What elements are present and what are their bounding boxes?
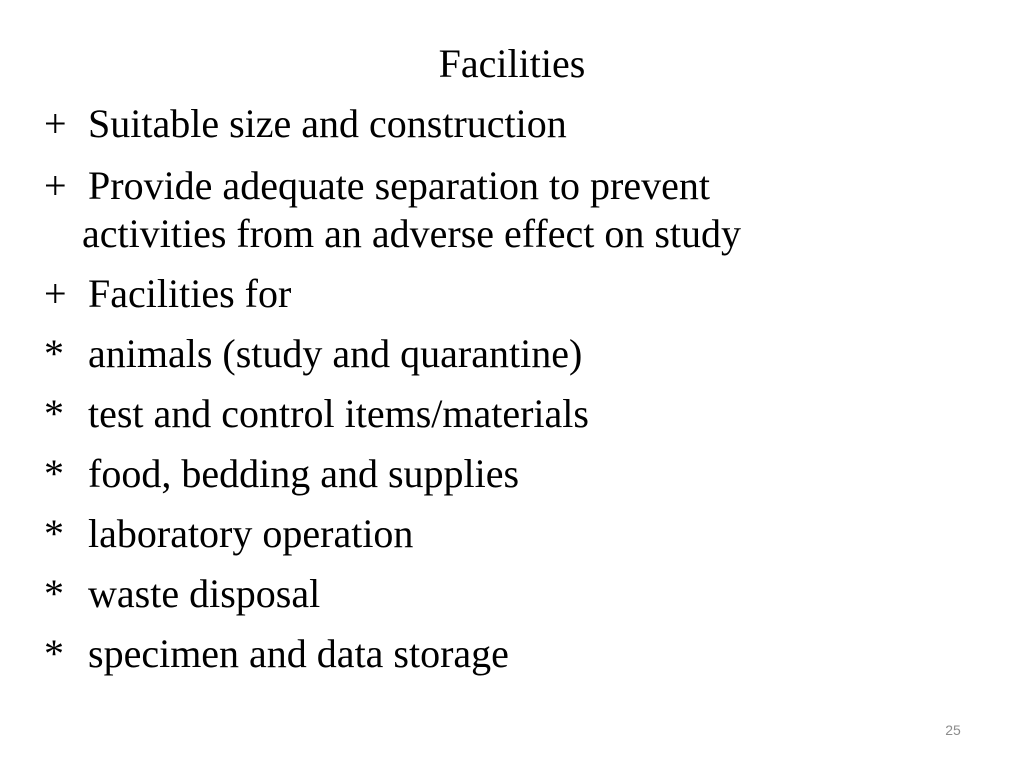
asterisk-bullet-marker: * (44, 571, 64, 616)
page-number: 25 (945, 722, 961, 738)
asterisk-bullet-marker: * (44, 391, 64, 436)
asterisk-bullet-marker: * (44, 451, 64, 496)
bullet-text: Facilities for (88, 271, 292, 316)
sub-bullet-item (44, 450, 519, 498)
sub-bullet-item (44, 330, 582, 378)
sub-bullet-item (44, 630, 509, 678)
asterisk-bullet-marker: * (44, 331, 64, 376)
sub-bullet-item (44, 510, 413, 558)
sub-bullet-text: animals (study and quarantine) (88, 331, 583, 376)
plus-bullet-marker: + (44, 101, 67, 146)
slide-title: Facilities (438, 41, 586, 86)
bullet-item (44, 162, 741, 258)
bullet-text (82, 162, 742, 258)
asterisk-bullet-marker: * (44, 631, 64, 676)
sub-bullet-text: food, bedding and supplies (88, 451, 520, 496)
asterisk-bullet-marker: * (44, 511, 64, 556)
sub-bullet-text: waste disposal (88, 571, 321, 616)
bullet-text-line-2: activities from an adverse effect on study (82, 211, 742, 256)
plus-bullet-marker: + (44, 271, 67, 316)
bullet-text: Suitable size and construction (88, 101, 567, 146)
bullet-item (44, 100, 567, 148)
bullet-item (44, 270, 291, 318)
sub-bullet-text: specimen and data storage (88, 631, 509, 676)
bullet-text-line-1: Provide adequate separation to prevent (88, 163, 710, 208)
sub-bullet-text: test and control items/materials (88, 391, 589, 436)
sub-bullet-text: laboratory operation (88, 511, 414, 556)
sub-bullet-item (44, 570, 320, 618)
plus-bullet-marker: + (44, 163, 67, 208)
sub-bullet-item (44, 390, 589, 438)
